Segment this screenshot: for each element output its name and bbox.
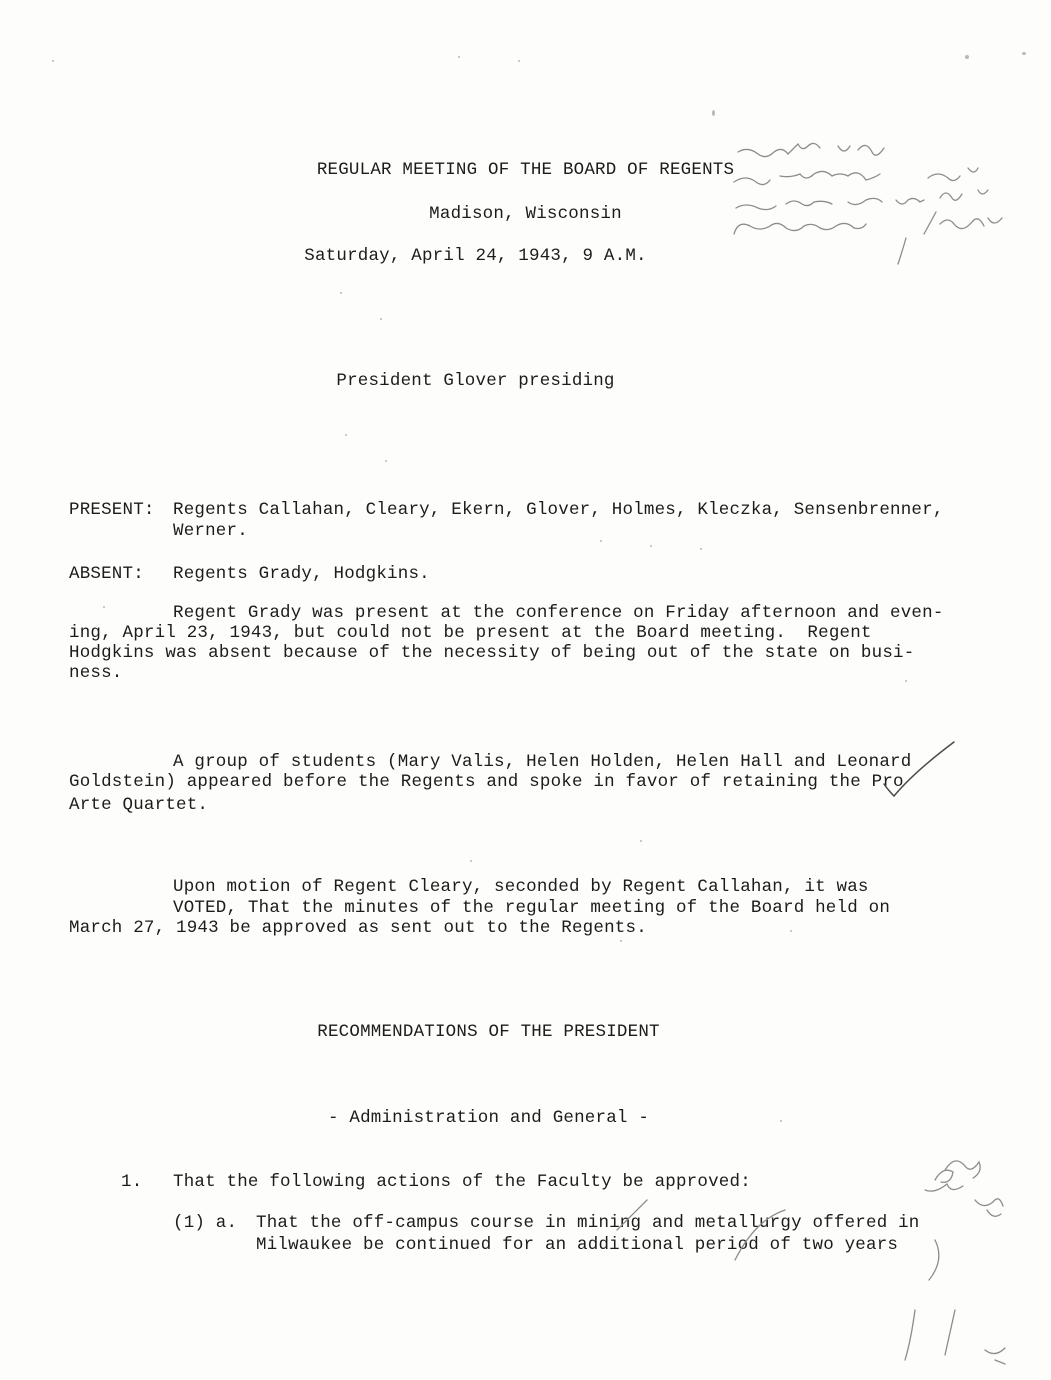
absent-label: ABSENT:: [69, 564, 144, 584]
subitem-label: (1) a.: [173, 1213, 238, 1233]
scan-speck: [1022, 52, 1026, 55]
absent-names: Regents Grady, Hodgkins.: [173, 564, 430, 584]
check-mark-icon: [880, 740, 960, 800]
paragraph-line: VOTED, That the minutes of the regular meeting of the Board held on: [173, 898, 891, 918]
scan-speck: [600, 540, 602, 542]
scan-speck: [470, 860, 472, 862]
scan-speck: [640, 840, 642, 842]
scan-speck: [700, 548, 702, 550]
subitem-text-line2: Milwaukee be continued for an additional period of two years: [256, 1235, 899, 1255]
paragraph-line: Regent Grady was present at the conference on Friday afternoon and even-: [173, 603, 944, 623]
scan-speck: [712, 110, 715, 116]
item-number: 1.: [121, 1172, 143, 1192]
scan-speck: [340, 292, 342, 294]
handwritten-margin-note: [728, 138, 1018, 268]
scan-speck: [780, 1120, 782, 1122]
scan-speck: [790, 930, 792, 932]
paragraph-line: Goldstein) appeared before the Regents and spoke in favor of retaining the Pro: [69, 772, 904, 792]
present-label: PRESENT:: [69, 500, 155, 520]
scan-speck: [458, 56, 460, 58]
scan-speck: [52, 60, 54, 62]
paragraph-line: Hodgkins was absent because of the necessity of being out of the state on busi-: [69, 643, 915, 663]
subitem-text-line1: That the off-campus course in mining and metallurgy offered in: [256, 1213, 920, 1233]
present-names-line2: Werner.: [173, 521, 248, 541]
paragraph-line: Upon motion of Regent Cleary, seconded by Regent Callahan, it was: [173, 877, 869, 897]
scan-speck: [650, 545, 652, 547]
scan-speck: [518, 60, 520, 62]
scan-speck: [905, 680, 907, 682]
scan-speck: [103, 606, 105, 608]
scan-speck: [965, 55, 969, 59]
paragraph-line: A group of students (Mary Valis, Helen Holden, Helen Hall and Leonard: [173, 752, 912, 772]
scan-speck: [345, 434, 347, 436]
section-heading: RECOMMENDATIONS OF THE PRESIDENT: [317, 1022, 660, 1042]
meeting-location: Madison, Wisconsin: [429, 204, 622, 224]
pen-marks: [615, 1150, 1035, 1370]
paragraph-line: Arte Quartet.: [69, 795, 209, 815]
scan-speck: [385, 460, 387, 462]
meeting-date: Saturday, April 24, 1943, 9 A.M.: [304, 246, 647, 266]
scan-speck: [380, 318, 382, 320]
document-title: REGULAR MEETING OF THE BOARD OF REGENTS: [316, 160, 735, 180]
present-names-line1: Regents Callahan, Cleary, Ekern, Glover, Holmes, Kleczka, Sensenbrenner,: [173, 500, 944, 520]
paragraph-line: ness.: [69, 663, 123, 683]
presiding-line: President Glover presiding: [336, 371, 615, 391]
scan-speck: [620, 940, 622, 942]
item-text: That the following actions of the Faculty be approved:: [173, 1172, 751, 1192]
section-subheading: - Administration and General -: [327, 1108, 650, 1128]
paragraph-line: March 27, 1943 be approved as sent out to the Regents.: [69, 918, 647, 938]
paragraph-line: ing, April 23, 1943, but could not be present at the Board meeting. Regent: [69, 623, 872, 643]
